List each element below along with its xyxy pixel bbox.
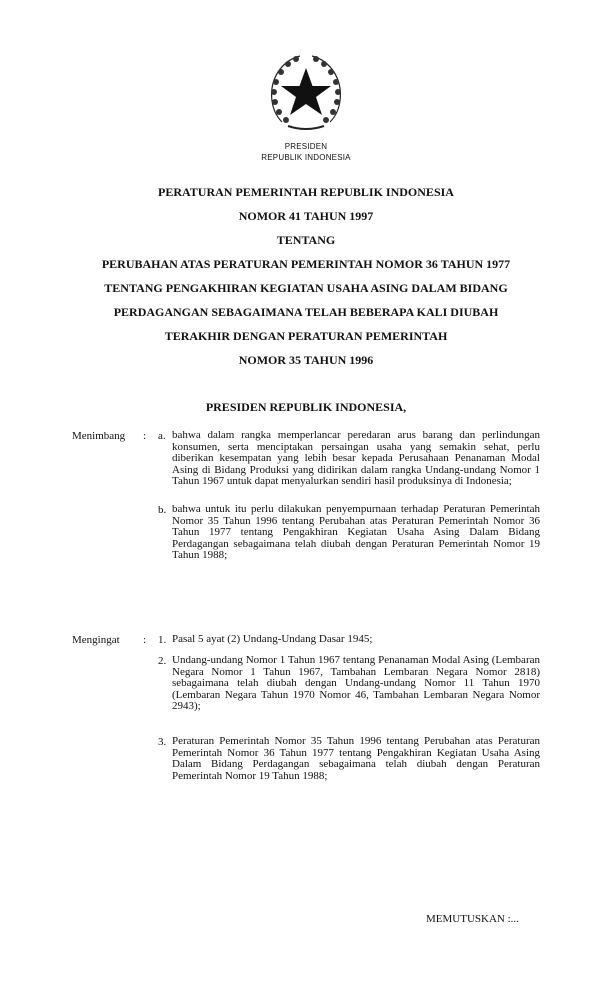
title-line: TERAKHIR DENGAN PERATURAN PEMERINTAH (164, 329, 448, 343)
title-line: PERATURAN PEMERINTAH REPUBLIK INDONESIA (158, 185, 454, 199)
president-heading: PRESIDEN REPUBLIK INDONESIA, (205, 400, 407, 414)
title-line: NOMOR 41 TAHUN 1997 (238, 209, 374, 223)
title-line: TENTANG (276, 233, 336, 247)
menimbang-item-b: bahwa untuk itu perlu dilakukan penyempurnaan terhadap Peraturan Pemerintah Nomor 35 Tahun 1996 tentang Perubahan atas Peraturan Pemerintah Nomor 36 Tahun 1977 tentang Pengakhiran Kegiatan Usaha Asing Dalam Bidang Perdagangan sebagaimana telah diubah dengan Peraturan Pemerintah Nomor 19 Tahun 1988; (172, 503, 540, 562)
mengingat-item-3: Peraturan Pemerintah Nomor 35 Tahun 1996 tentang Perubahan atas Peraturan Pemerintah Nomor 36 Tahun 1977 tentang Pengakhiran Kegiatan Usaha Asing Dalam Bidang Perdagangan sebagaimana telah diubah dengan Peraturan Pemerintah Nomor 19 Tahun 1988; (172, 735, 540, 782)
item-marker: 1. (158, 634, 167, 646)
item-marker: 2. (158, 655, 167, 667)
menimbang-label: Menimbang (72, 430, 126, 442)
document-title (40, 180, 572, 372)
item-marker: b. (158, 504, 167, 516)
presidential-emblem-icon (266, 52, 346, 136)
title-line: NOMOR 35 TAHUN 1996 (238, 353, 374, 367)
title-line: TENTANG PENGAKHIRAN KEGIATAN USAHA ASING DALAM BIDANG (104, 281, 508, 295)
mengingat-item-2: Undang-undang Nomor 1 Tahun 1967 tentang Penanaman Modal Asing (Lembaran Negara Nomor 1 Tahun 1967, Tambahan Lembaran Negara Nomor 2818) sebagaimana telah diubah dengan Undang-undang Nomor 11 Tahun 1970 (Lembaran Negara Tahun 1970 Nomor 46, Tambahan Lembaran Negara Nomor 2943); (172, 654, 540, 713)
item-marker: a. (158, 430, 166, 442)
mengingat-colon: : (143, 634, 147, 646)
title-line: PERUBAHAN ATAS PERATURAN PEMERINTAH NOMOR 36 TAHUN 1977 (101, 257, 511, 271)
item-marker: 3. (158, 736, 167, 748)
mengingat-item-1: Pasal 5 ayat (2) Undang-Undang Dasar 1945; (172, 633, 373, 645)
menimbang-item-a: bahwa dalam rangka memperlancar peredaran arus barang dan perlindungan konsumen, serta menciptakan persaingan usaha yang semakin sehat, perlu diberikan kesempatan yang lebih besar kepada Perusahaan Penanaman Modal Asing di Bidang Produksi yang didirikan dalam rangka Undang-undang Nomor 1 Tahun 1967 untuk dapat menyalurkan sendiri hasil produksinya di Indonesia; (172, 429, 540, 488)
page-continuation: MEMUTUSKAN :... (426, 913, 519, 925)
title-line: PERDAGANGAN SEBAGAIMANA TELAH BEBERAPA KALI DIUBAH (113, 305, 499, 319)
mengingat-label: Mengingat (72, 634, 120, 646)
emblem-caption-line1: PRESIDEN (284, 142, 328, 151)
menimbang-colon: : (143, 430, 147, 442)
emblem-caption-line2: REPUBLIK INDONESIA (261, 153, 351, 162)
